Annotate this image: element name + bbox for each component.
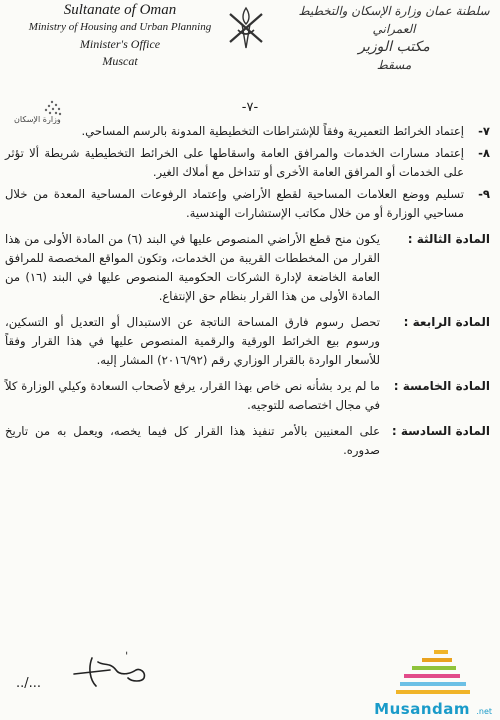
page-number: -٧-: [241, 100, 259, 115]
letterhead-office: Minister's Office: [79, 37, 161, 51]
item-number: ٨-: [478, 146, 490, 160]
article-label: المادة الخامسة :: [393, 379, 490, 393]
item-text: إعتماد مسارات الخدمات والمرافق العامة واسقاطها على الخرائط التخطيطية شريطة ألا تؤثر على الخدمات أو المرافق العامة الأخرى أو تتداخل مع أملاك الغير.: [5, 146, 464, 179]
list-item: [5, 144, 490, 182]
article-text: ما لم يرد بشأنه نص خاص بهذا القرار، يرفع لأصحاب السعادة وكيلي الوزارة كلاً في مجال اختصاصه للتوجيه.: [5, 379, 380, 412]
signature-icon: [70, 652, 160, 692]
list-item: [5, 122, 490, 141]
article-label: المادة السادسة :: [391, 424, 490, 438]
item-number: ٧-: [478, 124, 490, 138]
article-text: على المعنيين بالأمر تنفيذ هذا القرار كل فيما يخصه، ويعمل به من تاريخ صدوره.: [5, 424, 380, 457]
pen-mark: ˈ: [125, 650, 129, 664]
svg-text:وزارة الإسكان: وزارة الإسكان: [14, 115, 61, 124]
watermark-suffix: .net: [476, 707, 492, 716]
national-emblem-icon: [222, 4, 270, 52]
letterhead-country: Sultanate of Oman: [63, 2, 177, 18]
ministry-logo-icon: [12, 96, 72, 124]
letterhead-ar-office: مكتب الوزير: [358, 39, 430, 55]
article-4: [5, 313, 490, 370]
letterhead-ar-city: مسقط: [376, 58, 412, 72]
item-text: تسليم ووضع العلامات المساحية لقطع الأراضي وإعتماد الرفوعات المساحية المعدة من خلال مساحيي الوزارة أو من خلال مكاتب الإستشارات الهندسية.: [5, 187, 464, 220]
watermark-text: Musandam: [374, 700, 470, 718]
item-number: ٩-: [478, 187, 490, 201]
list-item: [5, 185, 490, 223]
article-label: المادة الثالثة :: [407, 232, 490, 246]
article-3: [5, 230, 490, 306]
article-text: يكون منح قطع الأراضي المنصوص عليها في البند (٦) من المادة الأولى من هذا القرار من المخططات القريبة من الخدمات، وتكون المواقع المخصصة للمرافق العامة الخاضعة لإدارة الشركات الحكومية المنصوص عليها في البند (١٦) من المادة الأولى من هذا القرار بنظام حق الإنتفاع.: [5, 232, 381, 303]
letterhead-english: [10, 2, 230, 70]
article-5: [5, 377, 490, 415]
item-text: إعتماد الخرائط التعميرية وفقاً للإشتراطات التخطيطية المدونة بالرسم المساحي.: [81, 124, 464, 138]
article-6: [5, 422, 490, 460]
letterhead-city: Muscat: [102, 54, 138, 68]
letterhead-ar-ministry: سلطنة عمان وزارة الإسكان والتخطيط العمراني: [298, 4, 490, 36]
letterhead-ministry: Ministry of Housing and Urban Planning: [28, 21, 212, 33]
document-body: [5, 122, 490, 463]
article-text: تحصل رسوم فارق المساحة الناتجة عن الاستبدال أو التعديل أو التسكين، ورسوم بيع الخرائط الورقية والرقمية المنصوص عليها في هذا القرار وفقاً للأسعار الواردة بالقرار الوزاري رقم (٢٠١٦/٩٢) المشار إليه.: [5, 315, 380, 367]
letterhead-arabic: [294, 2, 494, 74]
article-label: المادة الرابعة :: [403, 315, 490, 329]
continuation-mark: ../...: [16, 676, 42, 691]
